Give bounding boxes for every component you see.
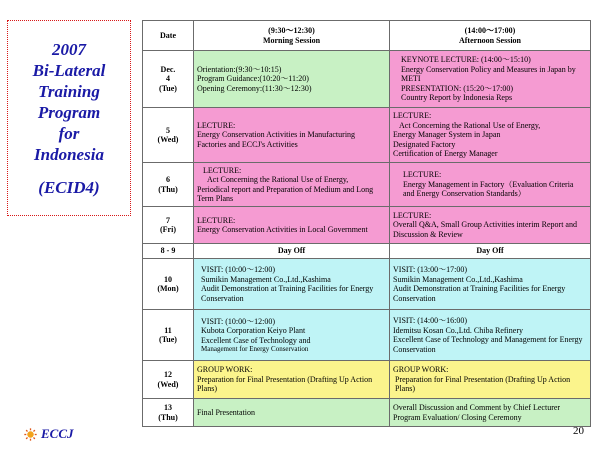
afternoon-cell	[390, 51, 591, 108]
table-row	[143, 259, 591, 310]
cell-text: VISIT: (10:00～12:00)	[201, 316, 276, 326]
row-date: 6 (Thu)	[143, 163, 194, 207]
cell-text: Idemitsu Kosan Co.,Ltd. Chiba Refinery	[393, 325, 523, 335]
table-row	[143, 108, 591, 163]
program-title-box	[7, 20, 131, 216]
table-row	[143, 207, 591, 244]
cell-text: GROUP WORK:	[197, 365, 253, 375]
afternoon-cell	[390, 259, 591, 310]
cell-text: Energy Management in Factory（Evaluation Criteria and Energy Conservation Standards）	[403, 179, 574, 199]
cell-text: LECTURE:	[197, 120, 236, 130]
row-date: 12 (Wed)	[143, 361, 194, 399]
row-date: 8 - 9	[143, 244, 194, 259]
afternoon-cell	[390, 310, 591, 361]
row-date: 10 (Mon)	[143, 259, 194, 310]
cell-text: LECTURE:	[393, 111, 432, 121]
cell-text: Sumikin Management Co.,Ltd.,Kashima	[393, 274, 523, 284]
table-row	[143, 51, 591, 108]
morning-label: Morning Session	[262, 35, 321, 45]
program-title: 2007 Bi-Lateral Training Program for Indonesia	[32, 39, 106, 164]
cell-text: LECTURE:	[393, 210, 432, 220]
cell-text: Overall Discussion and Comment by Chief Lecturer	[393, 403, 561, 412]
table-row	[143, 399, 591, 427]
cell-text: Management for Energy Conservation	[201, 345, 309, 353]
cell-text: VISIT: (14:00～16:00)	[393, 316, 468, 325]
cell-text: Audit Demonstration at Training Facilities for Energy Conservation	[201, 284, 374, 303]
row-date: 13 (Thu)	[143, 399, 194, 427]
morning-cell	[194, 310, 390, 361]
cell-text: Program Guidance:(10:20～11:20)	[197, 74, 309, 84]
afternoon-cell	[390, 108, 591, 163]
cell-text: LECTURE:	[403, 170, 442, 180]
row-date: 5 (Wed)	[143, 108, 194, 163]
header-morning	[194, 21, 390, 51]
cell-text: Periodical report and Preparation of Medium and Long Term Plans	[197, 184, 374, 203]
morning-cell	[194, 163, 390, 207]
header-row	[143, 21, 591, 51]
cell-text: VISIT: (10:00～12:00)	[201, 265, 276, 274]
cell-text: Country Report by Indonesia Reps	[401, 93, 513, 103]
afternoon-cell	[390, 207, 591, 244]
afternoon-time: (14:00～17:00)	[464, 26, 516, 35]
cell-text: Energy Manager System in Japan	[393, 130, 501, 140]
cell-text: Excellent Case of Technology and	[201, 335, 311, 345]
morning-cell	[194, 108, 390, 163]
cell-text: Orientation:(9:30～10:15)	[197, 64, 282, 74]
cell-text: Overall Q&A, Small Group Activities interim Report and Discussion & Review	[393, 220, 577, 239]
schedule-table	[142, 20, 591, 427]
afternoon-cell	[390, 361, 591, 399]
header-afternoon	[390, 21, 591, 51]
morning-cell	[194, 259, 390, 310]
page-number: 20	[573, 425, 584, 437]
table-row	[143, 244, 591, 259]
table-row	[143, 310, 591, 361]
cell-text: GROUP WORK:	[393, 365, 449, 375]
morning-cell	[194, 51, 390, 108]
header-date: Date	[143, 21, 194, 51]
cell-text: Excellent Case of Technology and Management for Energy Conservation	[393, 335, 583, 354]
table-row	[143, 163, 591, 207]
morning-time: (9:30～12:30)	[268, 26, 315, 35]
row-date: Dec. 4 (Tue)	[143, 51, 194, 108]
afternoon-label: Afternoon Session	[458, 35, 521, 45]
cell-text: Preparation for Final Presentation (Drafting Up Action Plans)	[395, 374, 571, 394]
cell-text: Preparation for Final Presentation (Drafting Up Action Plans)	[197, 374, 373, 394]
morning-cell: Final Presentation	[194, 399, 390, 427]
cell-text: Opening Ceremony:(11:30～12:30)	[197, 83, 312, 93]
eccj-logo	[24, 426, 74, 442]
morning-cell	[194, 207, 390, 244]
cell-text: PRESENTATION: (15:20～17:00)	[401, 83, 514, 93]
afternoon-cell: Day Off	[390, 244, 591, 259]
logo-text: ECCJ	[41, 426, 74, 441]
cell-text: KEYNOTE LECTURE: (14:00～15:10)	[401, 55, 531, 65]
row-date: 7 (Fri)	[143, 207, 194, 244]
cell-text: Audit Demonstration at Training Facilities for Energy Conservation	[393, 284, 566, 303]
afternoon-cell	[390, 163, 591, 207]
cell-text: LECTURE:	[203, 165, 242, 175]
program-code: (ECID4)	[38, 177, 100, 197]
cell-text: Sumikin Management Co.,Ltd.,Kashima	[201, 274, 331, 284]
afternoon-cell	[390, 399, 591, 427]
cell-text: Energy Conservation Activities in Manufacturing Factories and ECCJ's Activities	[197, 130, 356, 149]
table-row	[143, 361, 591, 399]
cell-text: Kubota Corporation Keiyo Plant	[201, 326, 306, 335]
sun-logo-icon	[24, 428, 37, 441]
cell-text: Energy Conservation Policy and Measures in Japan by METI	[401, 64, 576, 84]
cell-text: VISIT: (13:00～17:00)	[393, 265, 468, 274]
cell-text: Act Concerning the Rational Use of Energy,	[399, 120, 541, 130]
cell-text: Act Concerning the Rational Use of Energy,	[207, 175, 349, 184]
morning-cell: Day Off	[194, 244, 390, 259]
cell-text: Energy Conservation Activities in Local Government	[197, 225, 368, 234]
cell-text: Designated Factory	[393, 139, 456, 149]
cell-text: Certification of Energy Manager	[393, 149, 498, 159]
cell-text: LECTURE:	[197, 215, 236, 225]
row-date: 11 (Tue)	[143, 310, 194, 361]
morning-cell	[194, 361, 390, 399]
cell-text: Program Evaluation/ Closing Ceremony	[393, 412, 522, 422]
